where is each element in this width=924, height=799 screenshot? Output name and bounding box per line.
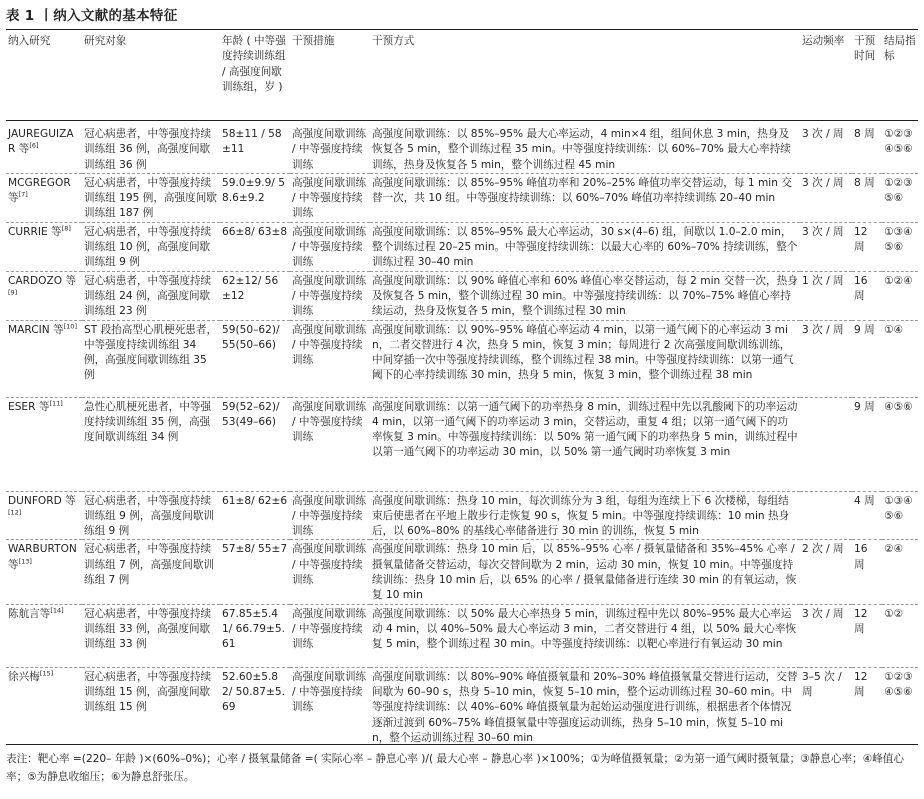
study-name: 陈航言等 [8,607,51,620]
table-cell-intervention: 高强度间歇训练 / 中等强度持续训练 [290,491,370,540]
header-intervention: 干预措施 [292,35,335,47]
table-row [6,271,918,320]
reference-number: [14] [50,606,64,615]
table-cell-frequency [800,397,852,491]
table-body [6,124,918,746]
table-cell-method: 高强度间歇训练：以 85%–95% 最大心率运动，4 min×4 组，组间休息 3 min，热身及恢复各 5 min，整个训练过程 35 min。中等强度持续训练：以 60%–70% 最大心率持续训练，热身及恢复各 5 min，整个训练过程 45 min [372,128,791,171]
header-study: 纳入研究 [8,35,51,47]
study-name: MCGREGOR 等 [8,176,71,205]
table-cell-outcomes: ①②③④⑤⑥ [884,128,913,156]
header-outcomes: 结局指标 [884,35,916,63]
table-cell-subjects: 冠心病患者，中等强度持续训练组 33 例，高强度间歇训练组 33 例 [82,604,220,667]
table-cell-study [6,491,82,540]
table-title: 表 1 丨纳入文献的基本特征 [6,8,178,24]
table-cell-intervention: 高强度间歇训练 / 中等强度持续训练 [290,397,370,491]
reference-number: [11] [49,399,63,408]
table-cell-duration: 16 周 [852,271,882,320]
table-cell-method: 高强度间歇训练：以 50% 最大心率热身 5 min，训练过程中先以 80%–95% 最大心率运动 4 min，以 40%–50% 最大心率运动 3 min，二者交替进行 4 组，以 50% 最大心率恢复 5 min，整个训练过程 30 min。中等强度持续训练：以靶心率进行有氧运动 30 min [370,604,800,667]
table-row [6,604,918,667]
table-cell-frequency: 1 次 / 周 [800,271,852,320]
table-cell-frequency [800,491,852,540]
table-row [6,173,918,222]
table-cell-frequency: 3 次 / 周 [802,128,844,140]
table-cell-duration: 12 周 [852,667,882,746]
table-cell-method: 高强度间歇训练：以 85%–95% 峰值功率和 20%–25% 峰值功率交替运动，每 1 min 交替一次，共 10 组。中等强度持续训练：以 60%–70% 峰值功率持续训练 20–40 min [370,173,800,222]
table-cell-frequency: 3–5 次 / 周 [800,667,852,746]
table-cell-subjects: 冠心病患者，中等强度持续训练组 9 例，高强度间歇训练组 9 例 [82,491,220,540]
table-cell-method: 高强度间歇训练：热身 10 min 后，以 85%–95% 心率 / 摄氧量储备和 35%–45% 心率 / 摄氧量储备交替运动，每次交替间歇为 2 min，运动 30 min，恢复 10 min。中等强度持续训练：热身 10 min 后，以 65% 的心率 / 摄氧量储备进行连续 30 min 的有氧运动，恢复 10 min [370,540,800,604]
reference-number: [8] [61,224,71,233]
table-cell-age: 59.0±9.9/ 58.6±9.2 [220,173,290,222]
table-cell-outcomes: ①③④⑤⑥ [882,222,918,271]
table-cell-subjects: 冠心病患者，中等强度持续训练组 15 例，高强度间歇训练组 15 例 [82,667,220,746]
table-cell-subjects: 急性心肌梗死患者，中等强度持续训练组 35 例，高强度间歇训练组 34 例 [82,397,220,491]
table-cell-study [6,397,82,491]
table-cell-outcomes: ②④ [882,540,918,604]
reference-number: [12] [8,508,22,517]
table-cell-outcomes: ①② [882,604,918,667]
table-cell-age: 57±8/ 55±7 [220,540,290,604]
study-name: 徐兴梅 [8,670,40,683]
header-frequency: 运动频率 [802,35,845,47]
study-name: CURRIE 等 [8,225,62,238]
header-age: 年龄 ( 中等强度持续训练组 / 高强度间歇训练组，岁 ) [222,35,286,93]
study-name: DUNFORD 等 [8,494,76,507]
table-cell-age: 52.60±5.82/ 50.87±5.69 [220,667,290,746]
study-name: MARCIN 等 [8,323,64,336]
table-cell-intervention: 高强度间歇训练 / 中等强度持续训练 [290,173,370,222]
table-row [6,667,918,746]
table-cell-study [6,173,82,222]
table-cell-age: 58±11 / 58±11 [222,128,282,156]
table-cell-method: 高强度间歇训练：以 80%–90% 峰值摄氧量和 20%–30% 峰值摄氧量交替进行运动，交替间歇为 60–90 s，热身 5–10 min，恢复 5–10 min，整个运动训练过程 30–60 min。中等强度持续训练：以 40%–60% 峰值摄氧量为起始运动强度进行训练，根据患者个体情况逐渐过渡到 60%–75% 峰值摄氧量中等强度运动训练，热身 5–10 min，恢复 5–10 min，整个运动训练过程 30–60 min [370,667,800,746]
table-row [6,491,918,540]
table-cell-outcomes: ①④ [882,320,918,397]
reference-number: [9] [8,288,18,297]
table-cell-method: 高强度间歇训练：以 85%–95% 最大心率运动，30 s×(4–6) 组，间歇以 1.0–2.0 min，整个训练过程 20–25 min。中等强度持续训练：以最大心率的 60%–70% 持续训练，整个训练过程 30–40 min [370,222,800,271]
table-row [6,540,918,604]
table-cell-intervention: 高强度间歇训练 / 中等强度持续训练 [290,320,370,397]
table-cell-study [6,271,82,320]
table-row [6,320,918,397]
table-cell-outcomes: ①②③⑤⑥ [882,173,918,222]
table-header-row [6,30,918,124]
table-cell-age: 62±12/ 56±12 [220,271,290,320]
reference-number: [13] [18,557,32,566]
table-cell-subjects: 冠心病患者，中等强度持续训练组 36 例，高强度间歇训练组 36 例 [84,128,212,171]
table-cell-frequency: 3 次 / 周 [800,173,852,222]
table-cell-frequency: 2 次 / 周 [800,540,852,604]
table-cell-duration: 12 周 [852,604,882,667]
header-duration: 干预时间 [854,35,876,63]
table-cell-duration: 8 周 [854,128,875,140]
table-cell-age: 59(52–62)/ 53(49–66) [220,397,290,491]
table-cell-subjects: ST 段抬高型心肌梗死患者，中等强度持续训练组 34 例，高强度间歇训练组 35 例 [82,320,220,397]
table-cell-study [6,540,82,604]
table-cell-subjects: 冠心病患者，中等强度持续训练组 7 例，高强度间歇训练组 7 例 [82,540,220,604]
table-cell-subjects: 冠心病患者，中等强度持续训练组 195 例，高强度间歇训练组 187 例 [82,173,220,222]
table-cell-duration: 12 周 [852,222,882,271]
table-cell-outcomes: ④⑤⑥ [882,397,918,491]
table-cell-intervention: 高强度间歇训练 / 中等强度持续训练 [290,604,370,667]
table-cell-method: 高强度间歇训练：以 90% 峰值心率和 60% 峰值心率交替运动，每 2 min 交替一次，热身及恢复各 5 min，整个训练过程 30 min。中等强度持续训练：以 70%–75% 峰值心率持续运动，热身及恢复各 5 min，整个训练过程 30 min [370,271,800,320]
table-cell-intervention: 高强度间歇训练 / 中等强度持续训练 [292,128,367,171]
table-cell-duration: 8 周 [852,173,882,222]
table-cell-study [6,124,82,173]
table-cell-duration: 4 周 [852,491,882,540]
header-method: 干预方式 [372,35,415,47]
study-name: ESER 等 [8,400,50,413]
table-cell-method: 高强度间歇训练：以第一通气阈下的功率热身 8 min，训练过程中先以乳酸阈下的功率运动 4 min，以第一通气阈下的功率运动 3 min，交替运动，重复 4 组；以第一通气阈下的功率恢复 3 min。中等强度持续训练：以 50% 第一通气阈下的功率热身 5 min，训练过程中以第一通气阈下的功率运动 30 min，以 50% 第一通气阈时功率恢复 3 min [370,397,800,491]
table-cell-duration: 9 周 [852,397,882,491]
table-row [6,222,918,271]
table-footnote: 表注：靶心率 =(220– 年龄 )×(60%–0%)；心率 / 摄氧量储备 =( 实际心率 – 静息心率 )/( 最大心率 – 静息心率 )×100%；①为峰值摄氧量；②为第一通气阈时摄氧量；③静息心率；④峰值心率；⑤为静息收缩压；⑥为静息舒张压。 [6,753,904,783]
table-cell-study [6,604,82,667]
study-name: WARBURTON 等 [8,543,77,571]
reference-number: [6] [29,141,39,150]
table-cell-age: 67.85±5.41/ 66.79±5.61 [220,604,290,667]
table-cell-age: 59(50–62)/ 55(50–66) [220,320,290,397]
study-name: CARDOZO 等 [8,274,77,287]
table-cell-outcomes: ①②④ [882,271,918,320]
study-name: JAUREGUIZAR 等 [8,128,74,156]
table-cell-frequency: 3 次 / 周 [800,222,852,271]
reference-number: [7] [18,190,28,199]
table-cell-intervention: 高强度间歇训练 / 中等强度持续训练 [290,222,370,271]
table-cell-intervention: 高强度间歇训练 / 中等强度持续训练 [290,271,370,320]
table-row [6,397,918,491]
table-bottom-rule [6,744,918,745]
characteristics-table [6,30,918,746]
table-cell-subjects: 冠心病患者，中等强度持续训练组 10 例，高强度间歇训练组 9 例 [82,222,220,271]
table-cell-method: 高强度间歇训练：热身 10 min，每次训练分为 3 组，每组为连续上下 6 次楼梯，每组结束后使患者在平地上散步行走恢复 90 s，恢复 5 min。中等强度持续训练：10 min 热身后，以 60%–80% 的基线心率储备进行 30 min 的训练，恢复 5 min [370,491,800,540]
table-cell-age: 61±8/ 62±6 [220,491,290,540]
table-cell-outcomes: ①②③④⑤⑥ [882,667,918,746]
table-cell-frequency: 3 次 / 周 [800,320,852,397]
table-cell-study [6,667,82,746]
header-subjects: 研究对象 [84,35,127,47]
table-cell-intervention: 高强度间歇训练 / 中等强度持续训练 [290,667,370,746]
table-cell-intervention: 高强度间歇训练 / 中等强度持续训练 [290,540,370,604]
table-cell-duration: 9 周 [852,320,882,397]
table-cell-study [6,320,82,397]
table-cell-method: 高强度间歇训练：以 90%–95% 峰值心率运动 4 min，以第一通气阈下的心率运动 3 min，二者交替进行 4 次，热身 5 min，恢复 3 min；每周进行 2 次高强度间歇训练训练，中间穿插一次中等强度持续训练，整个训练过程 38 min。中等强度持续训练：以第一通气阈下的心率持续训练 30 min，热身 5 min，恢复 3 min，整个训练过程 38 min [370,320,800,397]
reference-number: [10] [63,322,77,331]
table-cell-frequency: 3 次 / 周 [800,604,852,667]
table-cell-outcomes: ①③④⑤⑥ [882,491,918,540]
table-row [6,124,918,173]
reference-number: [15] [39,669,54,678]
table-cell-subjects: 冠心病患者，中等强度持续训练组 24 例，高强度间歇训练组 23 例 [82,271,220,320]
table-cell-age: 66±8/ 63±8 [220,222,290,271]
table-cell-study [6,222,82,271]
table-cell-duration: 16 周 [852,540,882,604]
